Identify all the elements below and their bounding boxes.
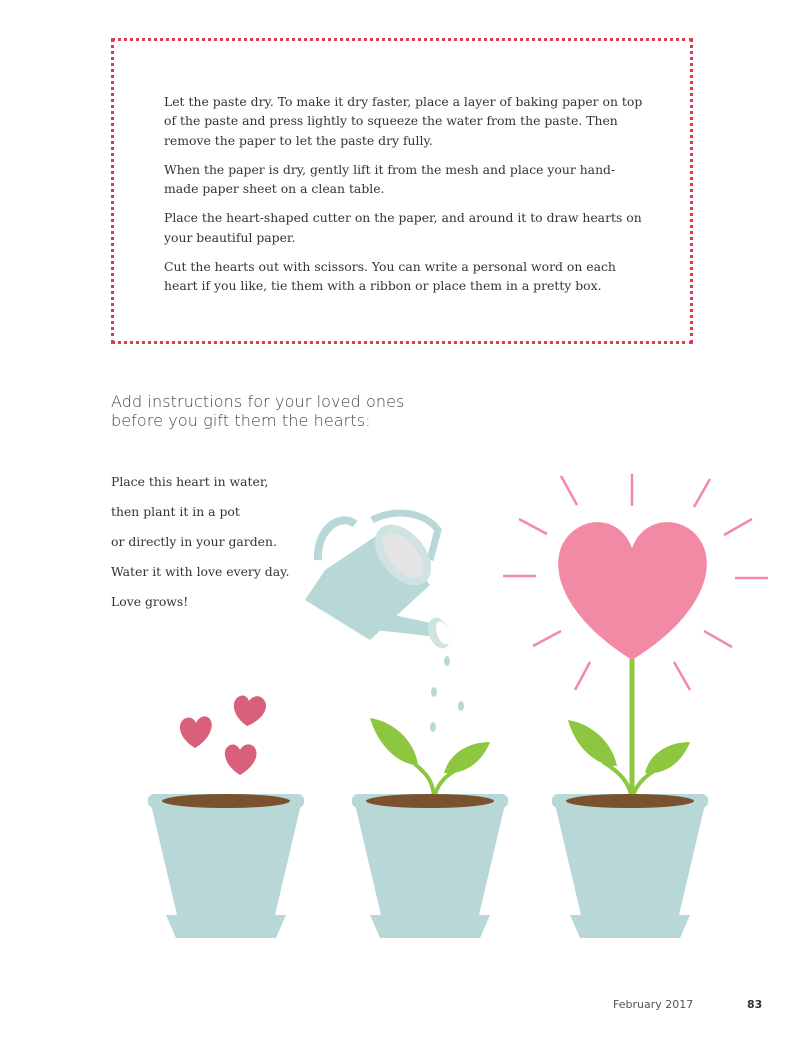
paragraph: Place the heart-shaped cutter on the paper, and around it to draw hearts on your beautiful paper. xyxy=(164,210,642,245)
box-text xyxy=(164,92,646,306)
heading-line: Add instructions for your loved ones xyxy=(111,392,405,411)
paragraph: Let the paste dry. To make it dry faster, place a layer of baking paper on top of the paste and press lightly to squeeze the water from the paste. Then remove the paper to let the paste dry fully. xyxy=(164,94,643,148)
page-number: 83 xyxy=(747,998,763,1011)
heart-flower-icon xyxy=(558,522,707,800)
water-drops xyxy=(430,656,464,732)
instruction-line: then plant it in a pot xyxy=(111,504,240,519)
growing-heart-illustration xyxy=(0,440,792,950)
instruction-line: Love grows! xyxy=(111,594,189,609)
heading-line: before you gift them the hearts: xyxy=(111,411,371,430)
instruction-line: Water it with love every day. xyxy=(111,564,290,579)
sprout-icon xyxy=(370,718,490,800)
watering-can-icon xyxy=(305,513,454,651)
section-heading xyxy=(111,392,405,430)
instruction-line: or directly in your garden. xyxy=(111,534,277,549)
paragraph: Cut the hearts out with scissors. You can write a personal word on each heart if you like, tie them with a ribbon or place them in a pretty box. xyxy=(164,259,616,294)
instruction-line: Place this heart in water, xyxy=(111,474,269,489)
seed-hearts-icon xyxy=(180,695,266,775)
flower-pot-icon xyxy=(552,794,708,938)
flower-pot-icon xyxy=(352,794,508,938)
flower-pot-icon xyxy=(148,794,304,938)
paragraph: When the paper is dry, gently lift it from the mesh and place your hand-made paper sheet on a clean table. xyxy=(164,161,616,197)
footer-date: February 2017 xyxy=(613,998,694,1011)
